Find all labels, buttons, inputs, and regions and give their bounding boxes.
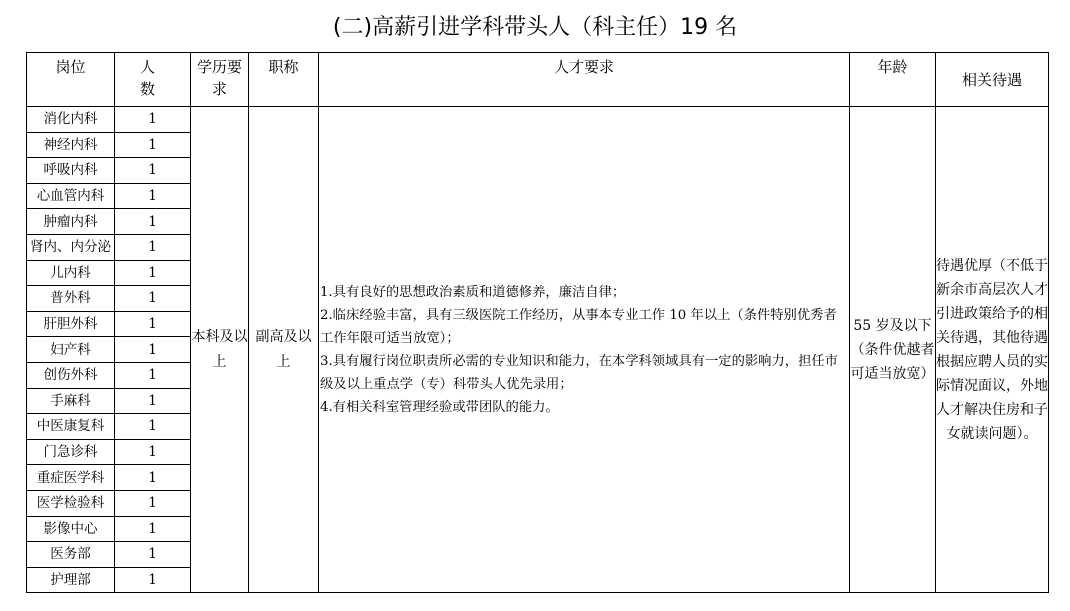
count-cell: 1 xyxy=(115,158,191,184)
count-cell: 1 xyxy=(115,107,191,133)
position-cell: 呼吸内科 xyxy=(27,158,115,184)
position-cell: 肿瘤内科 xyxy=(27,209,115,235)
header-benefits: 相关待遇 xyxy=(936,53,1049,107)
position-cell: 创伤外科 xyxy=(27,362,115,388)
header-age: 年龄 xyxy=(850,53,936,107)
position-cell: 医学检验科 xyxy=(27,490,115,516)
table-header-row xyxy=(27,53,1049,107)
count-cell: 1 xyxy=(115,388,191,414)
position-cell: 手麻科 xyxy=(27,388,115,414)
count-cell: 1 xyxy=(115,439,191,465)
count-cell: 1 xyxy=(115,132,191,158)
requirement-item: 2.临床经验丰富，具有三级医院工作经历，从事本专业工作 10 年以上（条件特别优秀者工作年限可适当放宽）； xyxy=(320,307,837,346)
header-title: 职称 xyxy=(249,53,319,107)
recruitment-table xyxy=(26,52,1049,593)
position-cell: 门急诊科 xyxy=(27,439,115,465)
position-cell: 医务部 xyxy=(27,542,115,568)
count-cell: 1 xyxy=(115,567,191,593)
count-cell: 1 xyxy=(115,311,191,337)
position-cell: 肝胆外科 xyxy=(27,311,115,337)
position-cell: 妇产科 xyxy=(27,337,115,363)
age-cell: 55 岁及以下（条件优越者可适当放宽） xyxy=(850,107,936,593)
requirement-item: 3.具有履行岗位职责所必需的专业知识和能力，在本学科领域具有一定的影响力，担任市级及以上重点学（专）科带头人优先录用； xyxy=(320,353,838,392)
header-requirements: 人才要求 xyxy=(319,53,850,107)
header-position: 岗位 xyxy=(27,53,115,107)
benefits-cell: 待遇优厚（不低于新余市高层次人才引进政策给予的相关待遇，其他待遇根据应聘人员的实际情况面议，外地人才解决住房和子女就读问题）。 xyxy=(936,107,1049,593)
position-cell: 神经内科 xyxy=(27,132,115,158)
position-cell: 儿内科 xyxy=(27,260,115,286)
position-cell: 中医康复科 xyxy=(27,414,115,440)
count-cell: 1 xyxy=(115,209,191,235)
position-cell: 护理部 xyxy=(27,567,115,593)
count-cell: 1 xyxy=(115,337,191,363)
header-education: 学历要求 xyxy=(191,53,249,107)
count-cell: 1 xyxy=(115,234,191,260)
requirement-item: 4.有相关科室管理经验或带团队的能力。 xyxy=(320,399,559,415)
title-cell: 副高及以上 xyxy=(249,107,319,593)
count-cell: 1 xyxy=(115,465,191,491)
position-cell: 肾内、内分泌 xyxy=(27,234,115,260)
count-cell: 1 xyxy=(115,183,191,209)
table-row xyxy=(27,107,1049,133)
position-cell: 心血管内科 xyxy=(27,183,115,209)
position-cell: 普外科 xyxy=(27,286,115,312)
header-count: 人数 xyxy=(115,53,191,107)
education-cell: 本科及以上 xyxy=(191,107,249,593)
position-cell: 消化内科 xyxy=(27,107,115,133)
count-cell: 1 xyxy=(115,490,191,516)
requirements-cell xyxy=(319,107,850,593)
position-cell: 重症医学科 xyxy=(27,465,115,491)
requirement-item: 1.具有良好的思想政治素质和道德修养，廉洁自律； xyxy=(320,284,626,300)
count-cell: 1 xyxy=(115,542,191,568)
count-cell: 1 xyxy=(115,286,191,312)
count-cell: 1 xyxy=(115,516,191,542)
count-cell: 1 xyxy=(115,414,191,440)
position-cell: 影像中心 xyxy=(27,516,115,542)
count-cell: 1 xyxy=(115,260,191,286)
count-cell: 1 xyxy=(115,362,191,388)
page-title: (二)高薪引进学科带头人（科主任）19 名 xyxy=(332,15,738,40)
